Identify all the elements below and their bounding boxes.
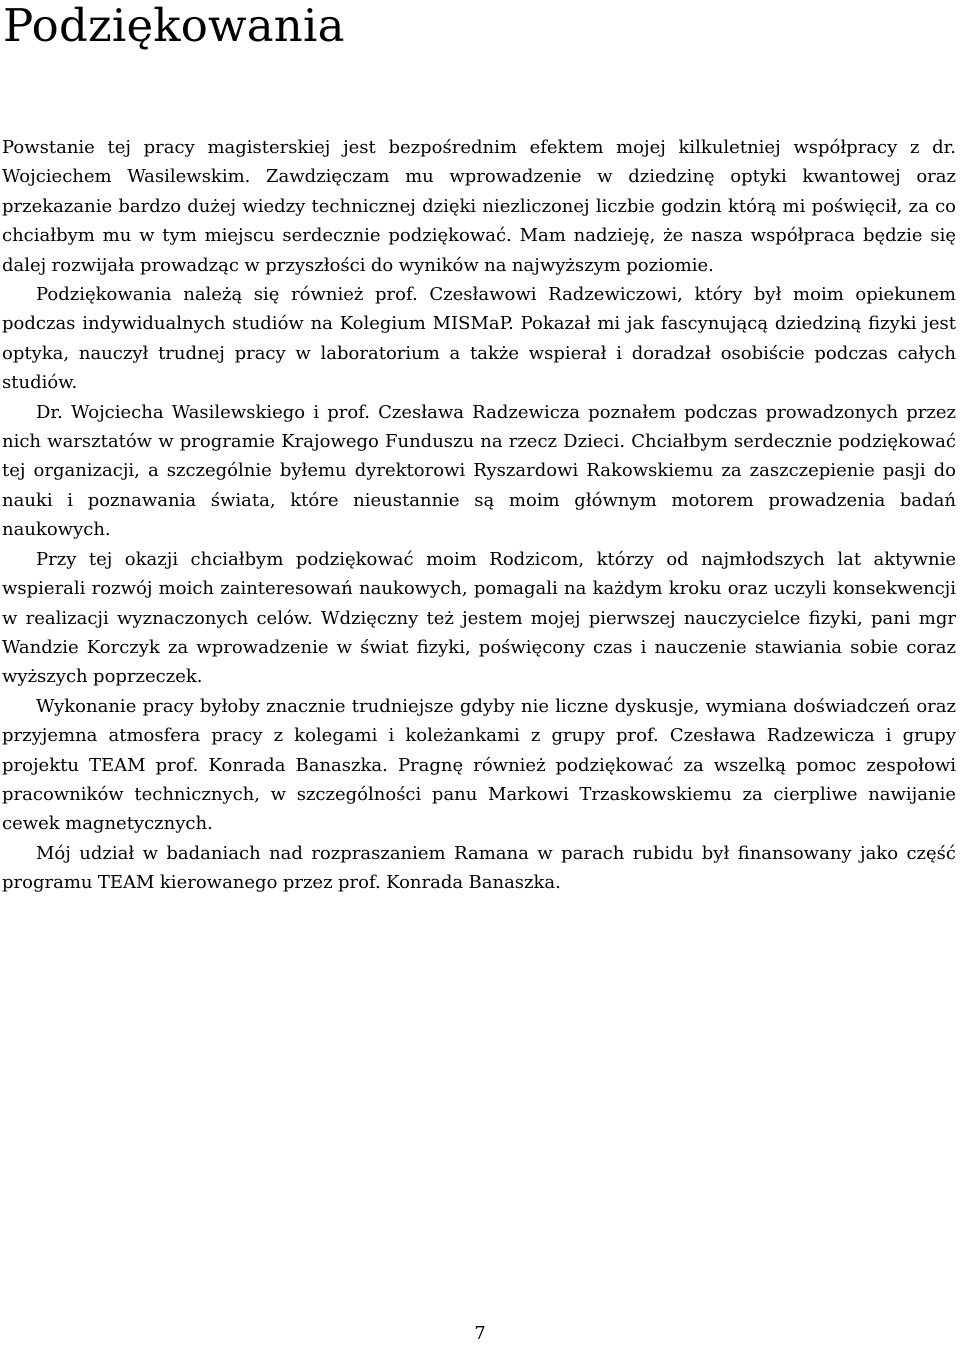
paragraph-2: Podziękowania należą się również prof. Czesławowi Radzewiczowi, który był moim opiekunem podczas indywidualnych studiów na Kolegium MISMaP. Pokazał mi jak fascynującą dziedziną fizyki jest optyka, nauczył trudnej pracy w laboratorium a także wspierał i doradzał osobiście podczas całych studiów.: [2, 284, 956, 394]
paragraph-5: Wykonanie pracy byłoby znacznie trudniejsze gdyby nie liczne dyskusje, wymiana doświadczeń oraz przyjemna atmosfera pracy z kolegami i koleżankami z grupy prof. Czesława Radzewicza i grupy projektu TEAM prof. Konrada Banaszka. Pragnę również podziękować za wszelką pomoc zespołowi pracowników technicznych, w szczególności panu Markowi Trzaskowskiemu za cierpliwe nawijanie cewek magnetycznych.: [2, 695, 956, 835]
page-number: 7: [474, 1323, 486, 1344]
paragraph-6: Mój udział w badaniach nad rozpraszaniem Ramana w parach rubidu był finansowany jako część programu TEAM kierowanego przez prof. Konrada Banaszka.: [2, 842, 956, 894]
acknowledgements-body: [2, 133, 956, 898]
paragraph-1: Powstanie tej pracy magisterskiej jest bezpośrednim efektem mojej kilkuletniej współpracy z dr. Wojciechem Wasilewskim. Zawdzięczam mu wprowadzenie w dziedzinę optyki kwantowej oraz przekazanie bardzo dużej wiedzy technicznej dzięki niezliczonej liczbie godzin którą mi poświęcił, za co chciałbym mu w tym miejscu serdecznie podziękować. Mam nadzieję, że nasza współpraca będzie się dalej rozwijała prowadząc w przyszłości do wyników na najwyższym poziomie.: [2, 137, 956, 276]
paragraph-4: Przy tej okazji chciałbym podziękować moim Rodzicom, którzy od najmłodszych lat aktywnie wspierali rozwój moich zainteresowań naukowych, pomagali na każdym kroku oraz uczyli konsekwencji w realizacji wyznaczonych celów. Wdzięczny też jestem mojej pierwszej nauczycielce fizyki, pani mgr Wandzie Korczyk za wprowadzenie w świat fizyki, poświęcony czas i nauczenie stawiania sobie coraz wyższych poprzeczek.: [2, 548, 956, 688]
paragraph-3: Dr. Wojciecha Wasilewskiego i prof. Czesława Radzewicza poznałem podczas prowadzonych przez nich warsztatów w programie Krajowego Funduszu na rzecz Dzieci. Chciałbym serdecznie podziękować tej organizacji, a szczególnie byłemu dyrektorowi Ryszardowi Rakowskiemu za zaszczepienie pasji do nauki i poznawania świata, które nieustannie są moim głównym motorem prowadzenia badań naukowych.: [2, 401, 956, 541]
page-title: Podziękowania: [3, 0, 345, 52]
